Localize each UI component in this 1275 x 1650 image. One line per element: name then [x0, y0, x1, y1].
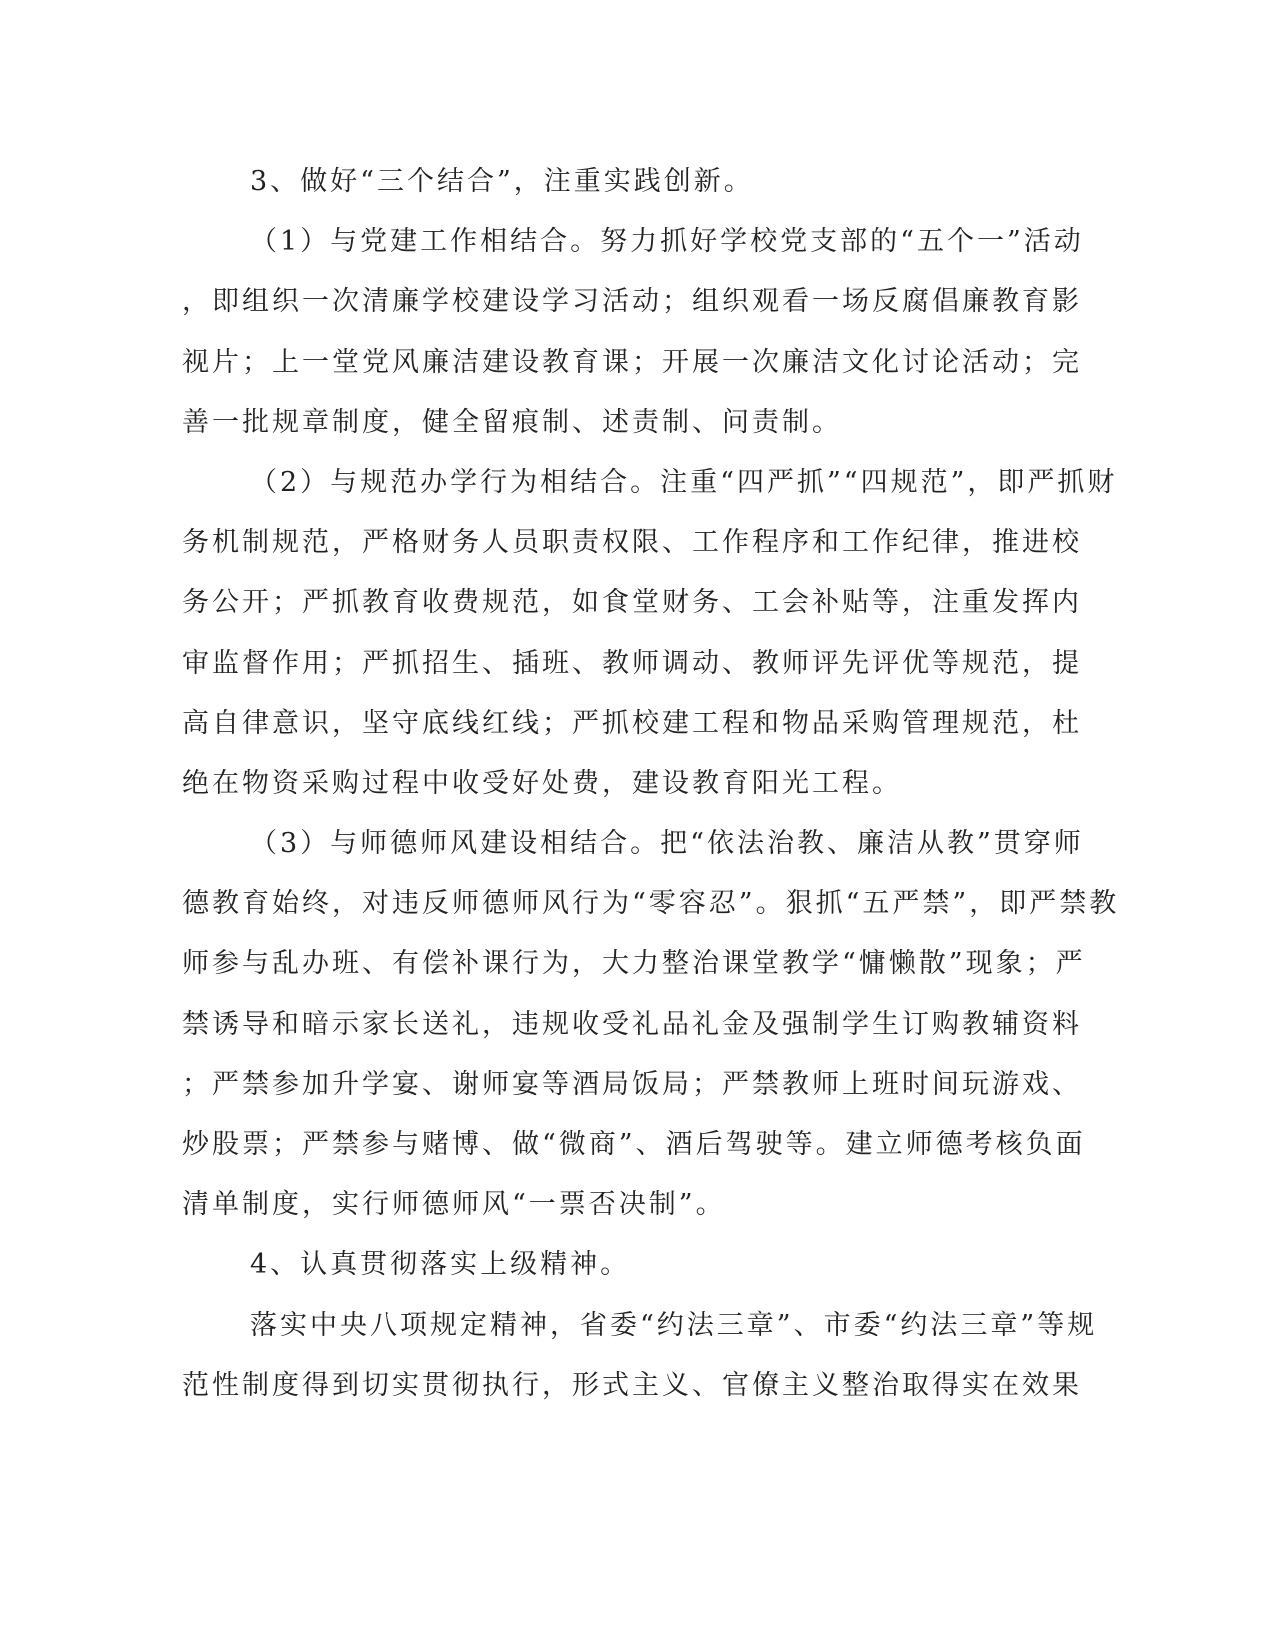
paragraph-line: 德教育始终，对违反师德师风行为“零容忍”。狠抓“五严禁”，即严禁教	[182, 888, 1120, 920]
paragraph-line: 落实中央八项规定精神，省委“约法三章”、市委“约法三章”等规	[250, 1309, 1098, 1341]
paragraph-line: 善一批规章制度，健全留痕制、述责制、问责制。	[182, 406, 842, 438]
paragraph-line: ，即组织一次清廉学校建设学习活动；组织观看一场反腐倡廉教育影	[182, 286, 1082, 318]
document-body	[182, 152, 1120, 1416]
paragraph-line: 务公开；严抓教育收费规范，如食堂财务、工会补贴等，注重发挥内	[182, 587, 1082, 619]
paragraph-line: 审监督作用；严抓招生、插班、教师调动、教师评先评优等规范，提	[182, 647, 1082, 679]
paragraph-line: （3）与师德师风建设相结合。把“依法治教、廉洁从教”贯穿师	[250, 828, 1084, 860]
section-heading-3: 3、做好“三个结合”，注重实践创新。	[250, 166, 754, 197]
paragraph-line: （1）与党建工作相结合。努力抓好学校党支部的“五个一”活动	[250, 226, 1084, 258]
paragraph-line: 务机制规范，严格财务人员职责权限、工作程序和工作纪律，推进校	[182, 527, 1082, 559]
paragraph-line: 禁诱导和暗示家长送礼，违规收受礼品礼金及强制学生订购教辅资料	[182, 1008, 1082, 1040]
paragraph-line: 高自律意识，坚守底线红线；严抓校建工程和物品采购管理规范，杜	[182, 707, 1082, 739]
paragraph-line: 范性制度得到切实贯彻执行，形式主义、官僚主义整治取得实在效果	[182, 1369, 1082, 1401]
paragraph-line: 绝在物资采购过程中收受好处费，建设教育阳光工程。	[182, 767, 902, 799]
paragraph-line: （2）与规范办学行为相结合。注重“四严抓”“四规范”，即严抓财	[250, 466, 1118, 498]
section-heading-4: 4、认真贯彻落实上级精神。	[250, 1249, 631, 1281]
paragraph-line: 视片；上一堂党风廉洁建设教育课；开展一次廉洁文化讨论活动；完	[182, 346, 1082, 378]
paragraph-line: 清单制度，实行师德师风“一票否决制”。	[182, 1189, 726, 1221]
paragraph-line: ；严禁参加升学宴、谢师宴等酒局饭局；严禁教师上班时间玩游戏、	[182, 1068, 1082, 1100]
paragraph-line: 炒股票；严禁参与赌博、做“微商”、酒后驾驶等。建立师德考核负面	[182, 1129, 1086, 1160]
paragraph-line: 师参与乱办班、有偿补课行为，大力整治课堂教学“慵懒散”现象；严	[182, 948, 1086, 980]
